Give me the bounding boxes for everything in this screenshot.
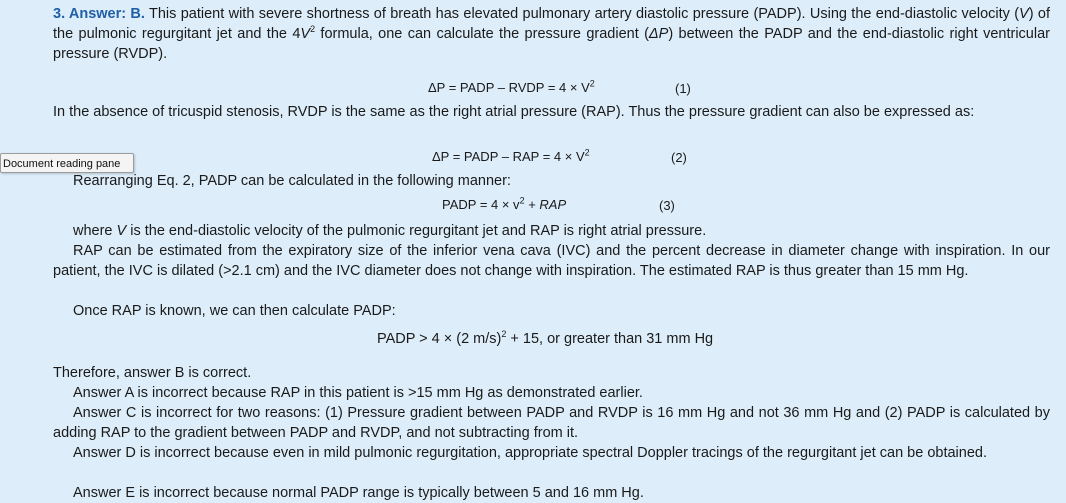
answer-intro: 3. Answer: B. This patient with severe shortness of breath has elevated pulmonary artery diastolic pressure (PADP). Using the end-diastolic velocity (V) of the pulmonic regurgitant jet and the $4V^2$ formula, one can calculate the pressure gradient (ΔP) between the PADP and the end-diastolic right ventricular pressure (RVDP).: [53, 6, 1050, 62]
paragraph-rap-estimate: RAP can be estimated from the expiratory size of the inferior vena cava (IVC) and the percent decrease in diameter change with inspiration. In our patient, the IVC is dilated (>2.1 cm) and the IVC diameter does not change with inspiration. The estimated RAP is thus greater than 15 mm Hg.: [53, 243, 1050, 279]
reading-pane-tooltip: Document reading pane: [0, 153, 134, 173]
equation-1-number: (1): [675, 81, 691, 96]
paragraph-answer-d: Answer D is incorrect because even in mild pulmonic regurgitation, appropriate spectral Doppler tracings of the regurgitant jet can be obtained.: [73, 445, 987, 461]
paragraph-answer-e: Answer E is incorrect because normal PADP range is typically between 5 and 16 mm Hg.: [73, 485, 644, 501]
equation-2-number: (2): [671, 150, 687, 165]
equation-3: PADP = $4 \times v^2$ + RAP: [442, 195, 567, 212]
paragraph-once-rap: Once RAP is known, we can then calculate PADP:: [73, 303, 396, 319]
paragraph-therefore: Therefore, answer B is correct.: [53, 365, 252, 381]
answer-number: 3. Answer: B.: [53, 6, 145, 22]
paragraph-where: where V is the end-diastolic velocity of the pulmonic regurgitant jet and RAP is right atrial pressure.: [73, 223, 707, 239]
paragraph-answer-c: Answer C is incorrect for two reasons: (1) Pressure gradient between PADP and RVDP is 16 mm Hg and not 36 mm Hg and (2) PADP is calculated by adding RAP to the gradient between PADP and RVDP, and not subtracting from it.: [53, 405, 1050, 441]
paragraph-answer-a: Answer A is incorrect because RAP in this patient is >15 mm Hg as demonstrated earlier.: [73, 385, 643, 401]
paragraph-rearranging: Rearranging Eq. 2, PADP can be calculated in the following manner:: [73, 173, 511, 189]
equation-1: ΔP = PADP – RVDP = $4 \times V^2$: [428, 78, 595, 95]
paragraph-tricuspid: In the absence of tricuspid stenosis, RVDP is the same as the right atrial pressure (RAP). Thus the pressure gradient can also be expressed as:: [53, 104, 975, 120]
equation-2: ΔP = PADP – RAP = $4 \times V^2$: [432, 147, 590, 164]
equation-3-number: (3): [659, 198, 675, 213]
equation-4: PADP > 4 × (2 m/s)$^2$ + 15, or greater than 31 mm Hg: [377, 329, 714, 347]
